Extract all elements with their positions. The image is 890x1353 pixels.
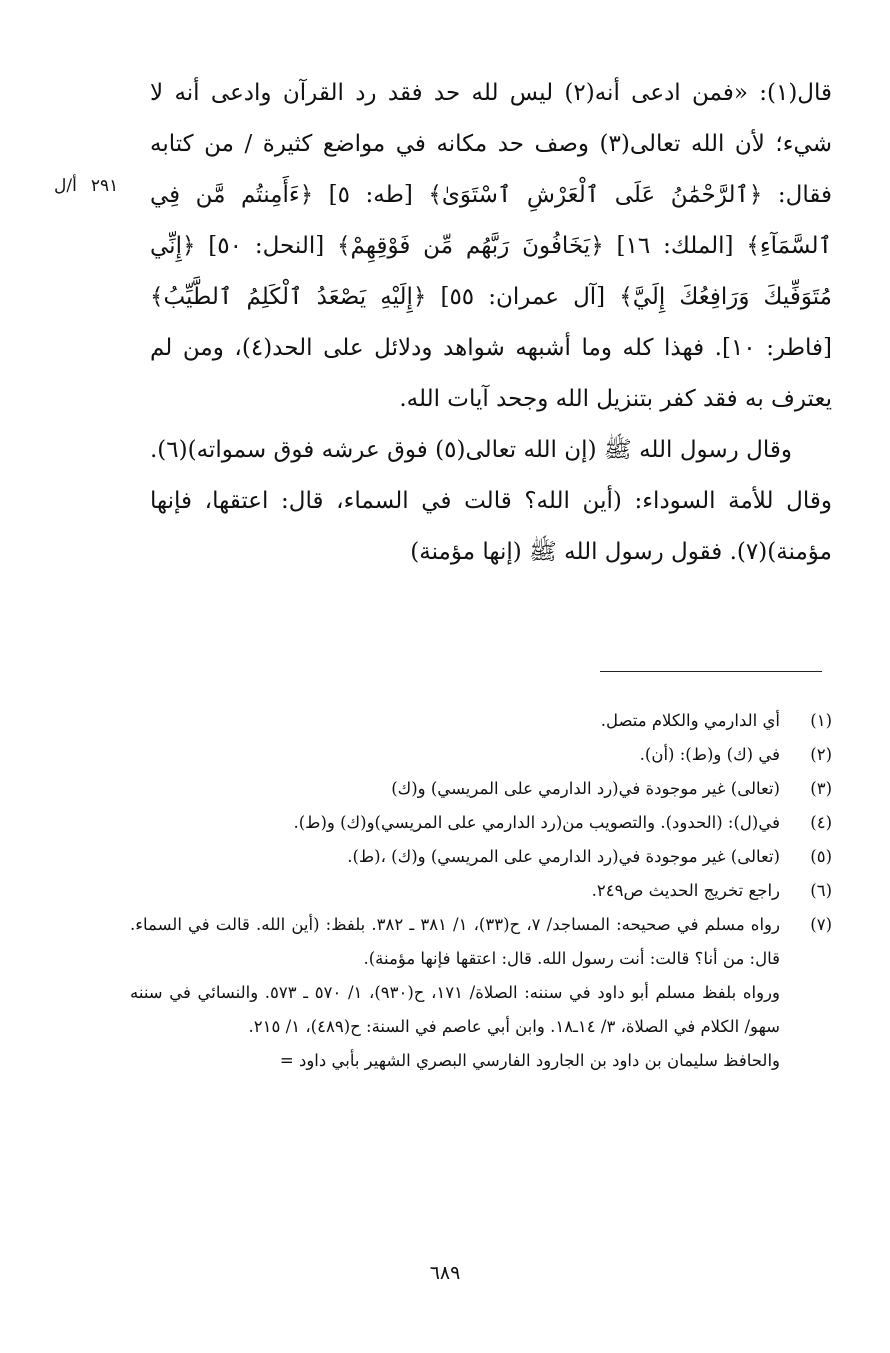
footnote-1 [130,704,832,738]
footnote-4 [130,806,832,840]
footnote-number: (٣) [810,779,832,798]
footnote-text-continued: والحافظ سليمان بن داود بن الجارود الفارسي البصري الشهير بأبي داود = [279,1051,780,1070]
footnote-number: (١) [810,711,832,730]
footnote-text: في(ل): (الحدود). والتصويب من(رد الدارمي على المريسي)و(ك) و(ط). [293,813,780,832]
footnote-number: (٦) [810,881,832,900]
footnote-5 [130,840,832,874]
footnote-text: (تعالى) غير موجودة في(رد الدارمي على المريسي) و(ك) ،(ط). [347,847,780,866]
footnote-number: (٢) [810,745,832,764]
footnote-3 [130,772,832,806]
footnote-number: (٧) [810,915,832,934]
footnote-separator [600,671,822,672]
page-number: ٦٨٩ [429,1262,461,1284]
footnote-text: راجع تخريج الحديث ص٢٤٩. [591,881,780,900]
footnote-6 [130,874,832,908]
paragraph-1: قال(١): «فمن ادعى أنه(٢) ليس لله حد فقد رد القرآن وادعى أنه لا شيء؛ لأن الله تعالى(٣) وصف حد مكانه في مواضع كثيرة / من كتابه فقال: ﴿ٱلرَّحْمَٰنُ عَلَى ٱلْعَرْشِ ٱسْتَوَىٰ﴾ [طه: ٥] ﴿ءَأَمِنتُم مَّن فِي ٱلسَّمَآءِ﴾ [الملك: ١٦] ﴿يَخَافُونَ رَبَّهُم مِّن فَوْقِهِمْ﴾ [النحل: ٥٠] ﴿إِنِّي مُتَوَفِّيكَ وَرَافِعُكَ إِلَيَّ﴾ [آل عمران: ٥٥] ﴿إِلَيْهِ يَصْعَدُ ٱلْكَلِمُ ٱلطَّيِّبُ﴾ [فاطر: ١٠]. فهذا كله وما أشبهه شواهد ودلائل على الحد(٤)، ومن لم يعترف به فقد كفر بتنزيل الله وجحد آيات الله. [150,80,833,412]
footnote-text: (تعالى) غير موجودة في(رد الدارمي على المريسي) و(ك) [391,779,780,798]
footnotes [130,704,832,1078]
paragraph-2: وقال رسول الله ﷺ (إن الله تعالى(٥) فوق عرشه فوق سمواته)(٦). وقال للأمة السوداء: (أين الله؟ قالت في السماء، قال: اعتقها، فإنها مؤمنة)(٧). فقول رسول الله ﷺ (إنها مؤمنة) [150,437,832,565]
footnote-text: في (ك) و(ط): (أن). [639,745,780,764]
footnote-number: (٤) [810,813,832,832]
margin-folio-number: ٢٩١ [90,176,119,196]
footnote-text: رواه مسلم في صحيحه: المساجد/ ٧، ح(٣٣)، ١/ ٣٨١ ـ ٣٨٢. بلفظ: (أين الله. قالت في السماء. قال: من أنا؟ قالت: أنت رسول الله. قال: اعتقها فإنها مؤمنة). [130,915,780,968]
margin-folio-note [40,176,150,196]
footnote-2 [130,738,832,772]
margin-manuscript-ref: أ/ل [54,176,77,196]
main-text [150,68,832,578]
footnote-7 [130,908,832,1078]
footnote-text: أي الدارمي والكلام متصل. [600,711,780,730]
footnote-text-continued: ورواه بلفظ مسلم أبو داود في سننه: الصلاة/ ١٧١، ح(٩٣٠)، ١/ ٥٧٠ ـ ٥٧٣. والنسائي في سننه سهو/ الكلام في الصلاة، ٣/ ١٤ـ١٨. وابن أبي عاصم في السنة: ح(٤٨٩)، ١/ ٢١٥. [130,983,780,1036]
footnote-number: (٥) [810,847,832,866]
